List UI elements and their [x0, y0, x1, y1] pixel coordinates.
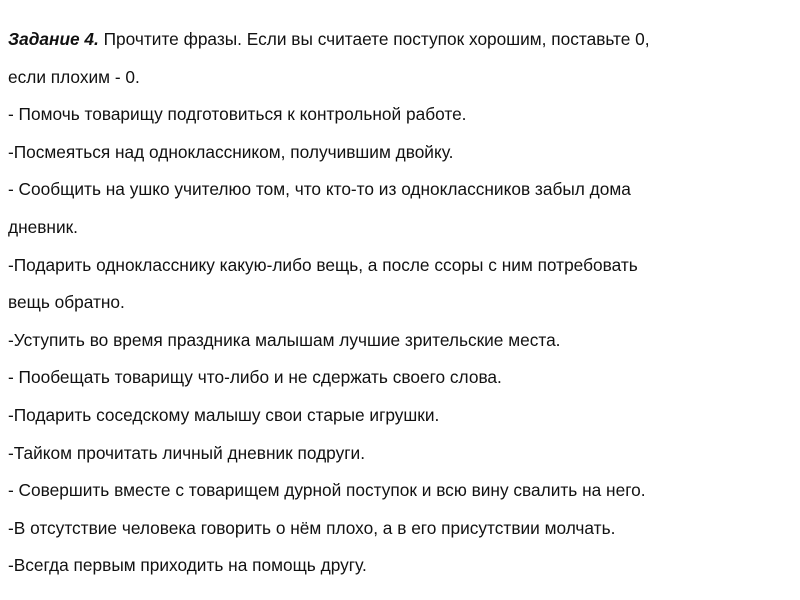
statement-line-1: - Помочь товарищу подготовиться к контрольной работе. [8, 104, 467, 125]
statement-line-5: -Подарить однокласснику какую-либо вещь, а после ссоры с ним потребовать [8, 254, 638, 275]
task-label: Задание 4. [8, 29, 99, 49]
statement-line-7: -Уступить во время праздника малышам лучшие зрительские места. [8, 329, 561, 350]
statement-line-4: дневник. [8, 216, 78, 237]
statement-line-10: -Тайком прочитать личный дневник подруги. [8, 442, 365, 463]
task-intro-continued: если плохим - 0. [8, 66, 140, 87]
statement-line-12: -В отсутствие человека говорить о нём плохо, а в его присутствии молчать. [8, 517, 616, 538]
statement-line-9: -Подарить соседскому малышу свои старые игрушки. [8, 404, 440, 425]
statement-line-8: - Пообещать товарищу что-либо и не сдержать своего слова. [8, 367, 502, 388]
task-intro-text: Прочтите фразы. Если вы считаете поступок хорошим, поставьте 0, [98, 29, 650, 49]
statement-line-13: -Всегда первым приходить на помощь другу. [8, 555, 367, 576]
statement-line-2: -Посмеяться над одноклассником, получившим двойку. [8, 141, 454, 162]
task-heading-line [8, 21, 780, 59]
statement-line-6: вещь обратно. [8, 292, 125, 313]
statement-line-3: - Сообщить на ушко учителюо том, что кто-то из одноклассников забыл дома [8, 179, 631, 200]
statement-line-11: - Совершить вместе с товарищем дурной поступок и всю вину свалить на него. [8, 480, 646, 501]
